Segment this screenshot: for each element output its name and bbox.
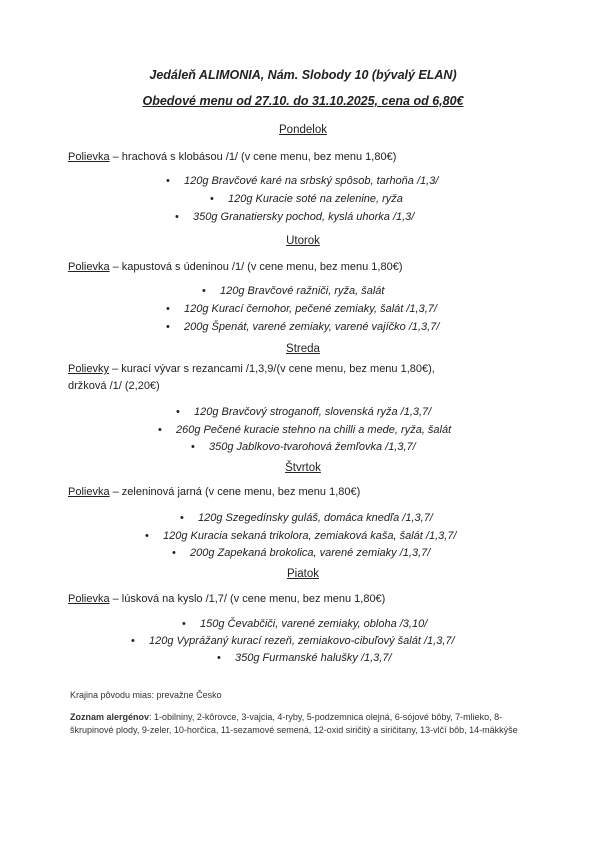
dish-item: • 120g Kuracia sekaná trikolora, zemiaková kaša, šalát /1,3,7/: [145, 530, 457, 542]
bullet-icon: •: [172, 547, 176, 559]
bullet-icon: •: [158, 424, 162, 436]
dish-item: • 350g Jablkovo-tvarohová žemľovka /1,3,7/: [191, 441, 416, 453]
soup-line-friday: [68, 591, 385, 608]
bullet-icon: •: [202, 285, 206, 297]
bullet-icon: •: [217, 652, 221, 664]
day-heading-thursday: Štvrtok: [285, 462, 321, 474]
dish-item: • 120g Szegedínsky guláš, domáca knedľa /1,3,7/: [180, 512, 433, 524]
soup-label: Polievky: [68, 363, 109, 375]
day-heading-friday: Piatok: [287, 568, 319, 580]
soup-text: – hrachová s klobásou /1/ (v cene menu, bez menu 1,80€): [109, 151, 397, 163]
dish-item: • 350g Granatiersky pochod, kyslá uhorka /1,3/: [175, 211, 415, 223]
soup-line-tuesday: [68, 259, 403, 276]
allergen-text: : 1-obilniny, 2-kôrovce, 3-vajcia, 4-ryby, 5-podzemnica olejná, 6-sójové bôby, 7-mlieko, 8-škrupinové plody, 9-zeler, 10-horčica, 11-sezamové semená, 12-oxid siričitý a siričitany, 13-vlčí bôb, 14-mäkkýše: [70, 712, 518, 735]
dish-item: • 120g Bravčový stroganoff, slovenská ryža /1,3,7/: [176, 406, 432, 418]
bullet-icon: •: [131, 635, 135, 647]
day-heading-wednesday: Streda: [286, 343, 320, 355]
dish-item: • 120g Kuracie soté na zelenine, ryža: [210, 193, 403, 205]
dish-item: • 120g Bravčové karé na srbský spôsob, tarhoňa /1,3/: [166, 175, 439, 187]
dish-item: • 120g Vyprážaný kurací rezeň, zemiakovo-cibuľový šalát /1,3,7/: [131, 635, 455, 647]
soup-text: – lúsková na kyslo /1,7/ (v cene menu, bez menu 1,80€): [109, 593, 386, 605]
bullet-icon: •: [210, 193, 214, 205]
bullet-icon: •: [166, 303, 170, 315]
soup-label: Polievka: [68, 593, 110, 605]
bullet-icon: •: [182, 618, 186, 630]
soup-line-thursday: [68, 484, 360, 501]
dish-item: • 350g Furmanské halušky /1,3,7/: [217, 652, 392, 664]
dish-item: • 200g Zapekaná brokolica, varené zemiaky /1,3,7/: [172, 547, 431, 559]
soup-text: – kapustová s údeninou /1/ (v cene menu, bez menu 1,80€): [109, 261, 403, 273]
dish-item: • 260g Pečené kuracie stehno na chilli a mede, ryža, šalát: [158, 424, 452, 436]
soup-text: – zeleninová jarná (v cene menu, bez menu 1,80€): [109, 486, 361, 498]
allergen-label: Zoznam alergénov: [70, 712, 150, 722]
bullet-icon: •: [176, 406, 180, 418]
soup-label: Polievka: [68, 151, 110, 163]
soup-label: Polievka: [68, 486, 110, 498]
day-heading-monday: Pondelok: [279, 124, 327, 136]
dish-item: • 200g Špenát, varené zemiaky, varené vajíčko /1,3,7/: [166, 321, 440, 333]
bullet-icon: •: [166, 321, 170, 333]
soup-line-wednesday: [68, 361, 435, 395]
dish-item: • 120g Kurací černohor, pečené zemiaky, šalát /1,3,7/: [166, 303, 437, 315]
bullet-icon: •: [175, 211, 179, 223]
dish-item: • 120g Bravčové ražniči, ryža, šalát: [202, 285, 385, 297]
dish-item: • 150g Čevabčiči, varené zemiaky, obloha /3,10/: [182, 618, 428, 630]
bullet-icon: •: [191, 441, 195, 453]
bullet-icon: •: [180, 512, 184, 524]
bullet-icon: •: [166, 175, 170, 187]
soup-text-line2: držková /1/ (2,20€): [68, 380, 160, 392]
soup-text: – kurací vývar s rezancami /1,3,9/(v cene menu, bez menu 1,80€),: [108, 363, 435, 375]
soup-label: Polievka: [68, 261, 110, 273]
day-heading-tuesday: Utorok: [286, 235, 320, 247]
menu-period-title: Obedové menu od 27.10. do 31.10.2025, cena od 6,80€: [142, 94, 464, 108]
restaurant-title: Jedáleň ALIMONIA, Nám. Slobody 10 (bývalý ELAN): [149, 68, 457, 82]
meat-origin-note: Krajina pôvodu mias: prevažne Česko: [70, 690, 222, 700]
bullet-icon: •: [145, 530, 149, 542]
allergen-list: [70, 711, 530, 736]
soup-line-monday: [68, 149, 396, 166]
